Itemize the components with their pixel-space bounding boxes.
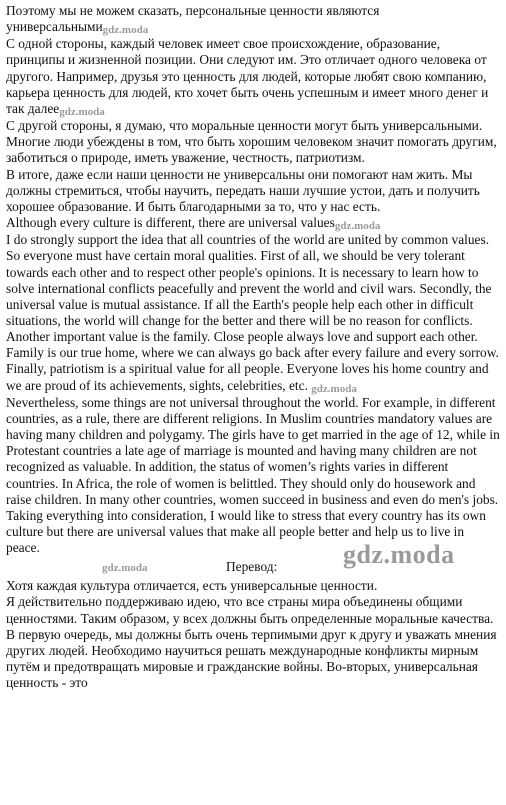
paragraph-text: Я действительно поддерживаю идею, что все страны мира объединены общими ценностями. Таким образом, у всех должны быть определенные моральные качества. В первую очередь, мы должны быть очень терпимыми друг к другу и уважать мнения других людей. Необходимо научиться решать международные конфликты мирным путём и предотвращать мировые и гражданские войны. Во-вторых, универсальная ценность - это [6,594,497,691]
paragraph-ru-4 [6,167,500,215]
paragraph-en-2 [6,395,500,508]
paragraph-text: Хотя каждая культура отличается, есть универсальные ценности. [6,578,378,594]
translation-header [6,540,500,578]
paragraph-text: Nevertheless, some things are not universal throughout the world. For example, in different countries, as a rule, there are different religions. In Muslim countries mandatory values are having many children and polygamy. The girls have to get married in the age of 12, while in Protestant countries a late age of marriage is mounted and having many children are not recognized as valuable. In addition, the status of women’s rights varies in different countries. In Africa, the role of women is belittled. They should only do housework and raise children. In many other countries, women succeed in business and even do men's jobs. [6,394,500,507]
paragraph-ru-3 [6,118,500,166]
paragraph-tr-1 [6,594,500,691]
paragraph-en-title [6,215,500,232]
translation-label: Перевод: [226,559,278,575]
watermark-large: gdz.moda [343,540,455,570]
paragraph-text: Taking everything into consideration, I would like to stress that every country has its own culture but there are universal values that make all people better and help us to live in peace. [6,507,486,556]
watermark: gdz.moda [59,105,105,118]
paragraph-en-1 [6,232,500,395]
paragraph-text: С другой стороны, я думаю, что моральные ценности могут быть универсальными. Многие люди убеждены в том, что быть хорошим человеком значит помогать другим, заботиться о природе, иметь уважение, честность, патриотизм. [6,118,497,166]
paragraph-text: С одной стороны, каждый человек имеет свое происхождение, образование, принципы и жизненной позиции. Они следуют им. Это отличает одного человека от другого. Например, друзья это ценность для людей, которые любят свою компанию, карьера ценность для людей, кто хочет быть очень успешным и имеет много денег и так далее [6,36,489,116]
document-page [6,3,500,691]
paragraph-text: I do strongly support the idea that all countries of the world are united by common values. So everyone must have certain moral qualities. First of all, we should be very tolerant towards each other and to respect other people's opinions. It is necessary to learn how to solve international conflicts peacefully and prevent the world and civil wars. Secondly, the universal value is mutual assistance. If all the Earth's people help each other in difficult situations, the world will change for the better and there will be no reason for conflicts. Another important value is the family. Close people always love and support each other. Family is our true home, where we can always go back after every failure and every sorrow. Finally, patriotism is a spiritual value for all people. Everyone loves his home country and we are proud of its achievements, sights, celebrities, etc. [6,232,499,393]
paragraph-text: В итоге, даже если наши ценности не универсальны они помогают нам жить. Мы должны стремиться, чтобы научить, передать наши лучшие устои, дать и получить хорошее образование. И быть благодарными за то, что у нас есть. [6,166,480,214]
watermark: gdz.moda [102,562,148,575]
watermark: gdz.moda [102,24,149,37]
paragraph-text: Although every culture is different, there are universal values [6,215,335,231]
paragraph-ru-2 [6,36,500,118]
watermark: gdz.moda [311,382,357,395]
watermark: gdz.moda [334,220,381,233]
paragraph-tr-title [6,578,500,594]
paragraph-ru-1 [6,3,500,36]
paragraph-text: Поэтому мы не можем сказать, персональные ценности являются универсальными [6,3,380,35]
